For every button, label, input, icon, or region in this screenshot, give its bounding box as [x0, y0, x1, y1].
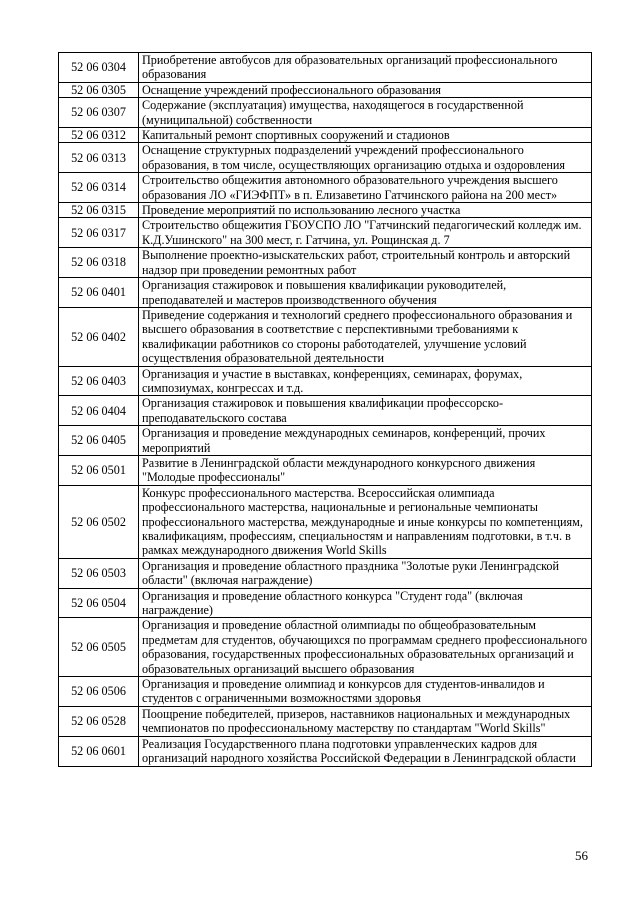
description-cell: Развитие в Ленинградской области международного конкурсного движения "Молодые профессионалы": [139, 455, 592, 485]
code-cell: 52 06 0314: [59, 173, 139, 203]
table-row: [59, 736, 592, 766]
table-row: [59, 706, 592, 736]
description-cell: Организация стажировок и повышения квалификации профессорско-преподавательского состава: [139, 396, 592, 426]
description-cell: Оснащение учреждений профессионального образования: [139, 82, 592, 97]
table-row: [59, 278, 592, 308]
table-row: [59, 588, 592, 618]
description-cell: Содержание (эксплуатация) имущества, находящегося в государственной (муниципальной) собственности: [139, 98, 592, 128]
table-row: [59, 396, 592, 426]
description-cell: Организация стажировок и повышения квалификации руководителей, преподавателей и мастеров производственного обучения: [139, 278, 592, 308]
description-cell: Оснащение структурных подразделений учреждений профессионального образования, в том числе, осуществляющих организацию отдыха и оздоровления: [139, 143, 592, 173]
description-cell: Выполнение проектно-изыскательских работ, строительный контроль и авторский надзор при проведении ремонтных работ: [139, 248, 592, 278]
table-row: [59, 677, 592, 707]
description-cell: Организация и проведение областной олимпиады по общеобразовательным предметам для студентов, обучающихся по программам среднего профессионального образования, государственных профессиональных образовательных организаций и образовательных организаций высшего образования: [139, 618, 592, 677]
code-cell: 52 06 0506: [59, 677, 139, 707]
code-cell: 52 06 0504: [59, 588, 139, 618]
description-cell: Организация и проведение областного конкурса "Студент года" (включая награждение): [139, 588, 592, 618]
table-row: [59, 53, 592, 83]
code-cell: 52 06 0305: [59, 82, 139, 97]
description-cell: Конкурс профессионального мастерства. Всероссийская олимпиада профессионального мастерства, национальные и региональные чемпионаты профессионального мастерства, международные и иные конкурсы по компетенциям, квалификациям, профессиям, специальностям и направлениям подготовки, в т.ч. в рамках международного движения World Skills: [139, 485, 592, 558]
description-cell: Приобретение автобусов для образовательных организаций профессионального образования: [139, 53, 592, 83]
code-cell: 52 06 0404: [59, 396, 139, 426]
table-body: [59, 53, 592, 767]
table-row: [59, 307, 592, 366]
description-cell: Организация и проведение олимпиад и конкурсов для студентов-инвалидов и студентов с ограниченными возможностями здоровья: [139, 677, 592, 707]
table-row: [59, 128, 592, 143]
code-cell: 52 06 0401: [59, 278, 139, 308]
code-cell: 52 06 0502: [59, 485, 139, 558]
description-cell: Строительство общежития ГБОУСПО ЛО "Гатчинский педагогический колледж им. К.Д.Ушинского" на 300 мест, г. Гатчина, ул. Рощинская д. 7: [139, 218, 592, 248]
description-cell: Организация и участие в выставках, конференциях, семинарах, форумах, симпозиумах, конгрессах и т.д.: [139, 366, 592, 396]
code-cell: 52 06 0402: [59, 307, 139, 366]
table-row: [59, 82, 592, 97]
budget-codes-table: [58, 52, 592, 767]
description-cell: Организация и проведение международных семинаров, конференций, прочих мероприятий: [139, 426, 592, 456]
table-row: [59, 426, 592, 456]
table-row: [59, 173, 592, 203]
description-cell: Проведение мероприятий по использованию лесного участка: [139, 203, 592, 218]
description-cell: Капитальный ремонт спортивных сооружений и стадионов: [139, 128, 592, 143]
code-cell: 52 06 0403: [59, 366, 139, 396]
code-cell: 52 06 0601: [59, 736, 139, 766]
table-row: [59, 485, 592, 558]
code-cell: 52 06 0317: [59, 218, 139, 248]
code-cell: 52 06 0501: [59, 455, 139, 485]
table-row: [59, 98, 592, 128]
code-cell: 52 06 0318: [59, 248, 139, 278]
description-cell: Реализация Государственного плана подготовки управленческих кадров для организаций народного хозяйства Российской Федерации в Ленинградской области: [139, 736, 592, 766]
table-row: [59, 143, 592, 173]
table-row: [59, 618, 592, 677]
code-cell: 52 06 0315: [59, 203, 139, 218]
description-cell: Поощрение победителей, призеров, наставников национальных и международных чемпионатов по профессиональному мастерству по стандартам "World Skills": [139, 706, 592, 736]
table-row: [59, 248, 592, 278]
code-cell: 52 06 0503: [59, 558, 139, 588]
table-row: [59, 455, 592, 485]
table-row: [59, 558, 592, 588]
description-cell: Строительство общежития автономного образовательного учреждения высшего образования ЛО «ГИЭФПТ» в п. Елизаветино Гатчинского района на 200 мест»: [139, 173, 592, 203]
table-row: [59, 218, 592, 248]
code-cell: 52 06 0307: [59, 98, 139, 128]
code-cell: 52 06 0505: [59, 618, 139, 677]
code-cell: 52 06 0405: [59, 426, 139, 456]
description-cell: Приведение содержания и технологий среднего профессионального образования и высшего образования в соответствие с перспективными требованиями к квалификации работников со стороны работодателей, улучшение условий осуществления образовательной деятельности: [139, 307, 592, 366]
code-cell: 52 06 0528: [59, 706, 139, 736]
code-cell: 52 06 0312: [59, 128, 139, 143]
page-number: 56: [575, 848, 588, 863]
code-cell: 52 06 0313: [59, 143, 139, 173]
code-cell: 52 06 0304: [59, 53, 139, 83]
table-row: [59, 366, 592, 396]
table-row: [59, 203, 592, 218]
description-cell: Организация и проведение областного праздника "Золотые руки Ленинградской области" (включая награждение): [139, 558, 592, 588]
